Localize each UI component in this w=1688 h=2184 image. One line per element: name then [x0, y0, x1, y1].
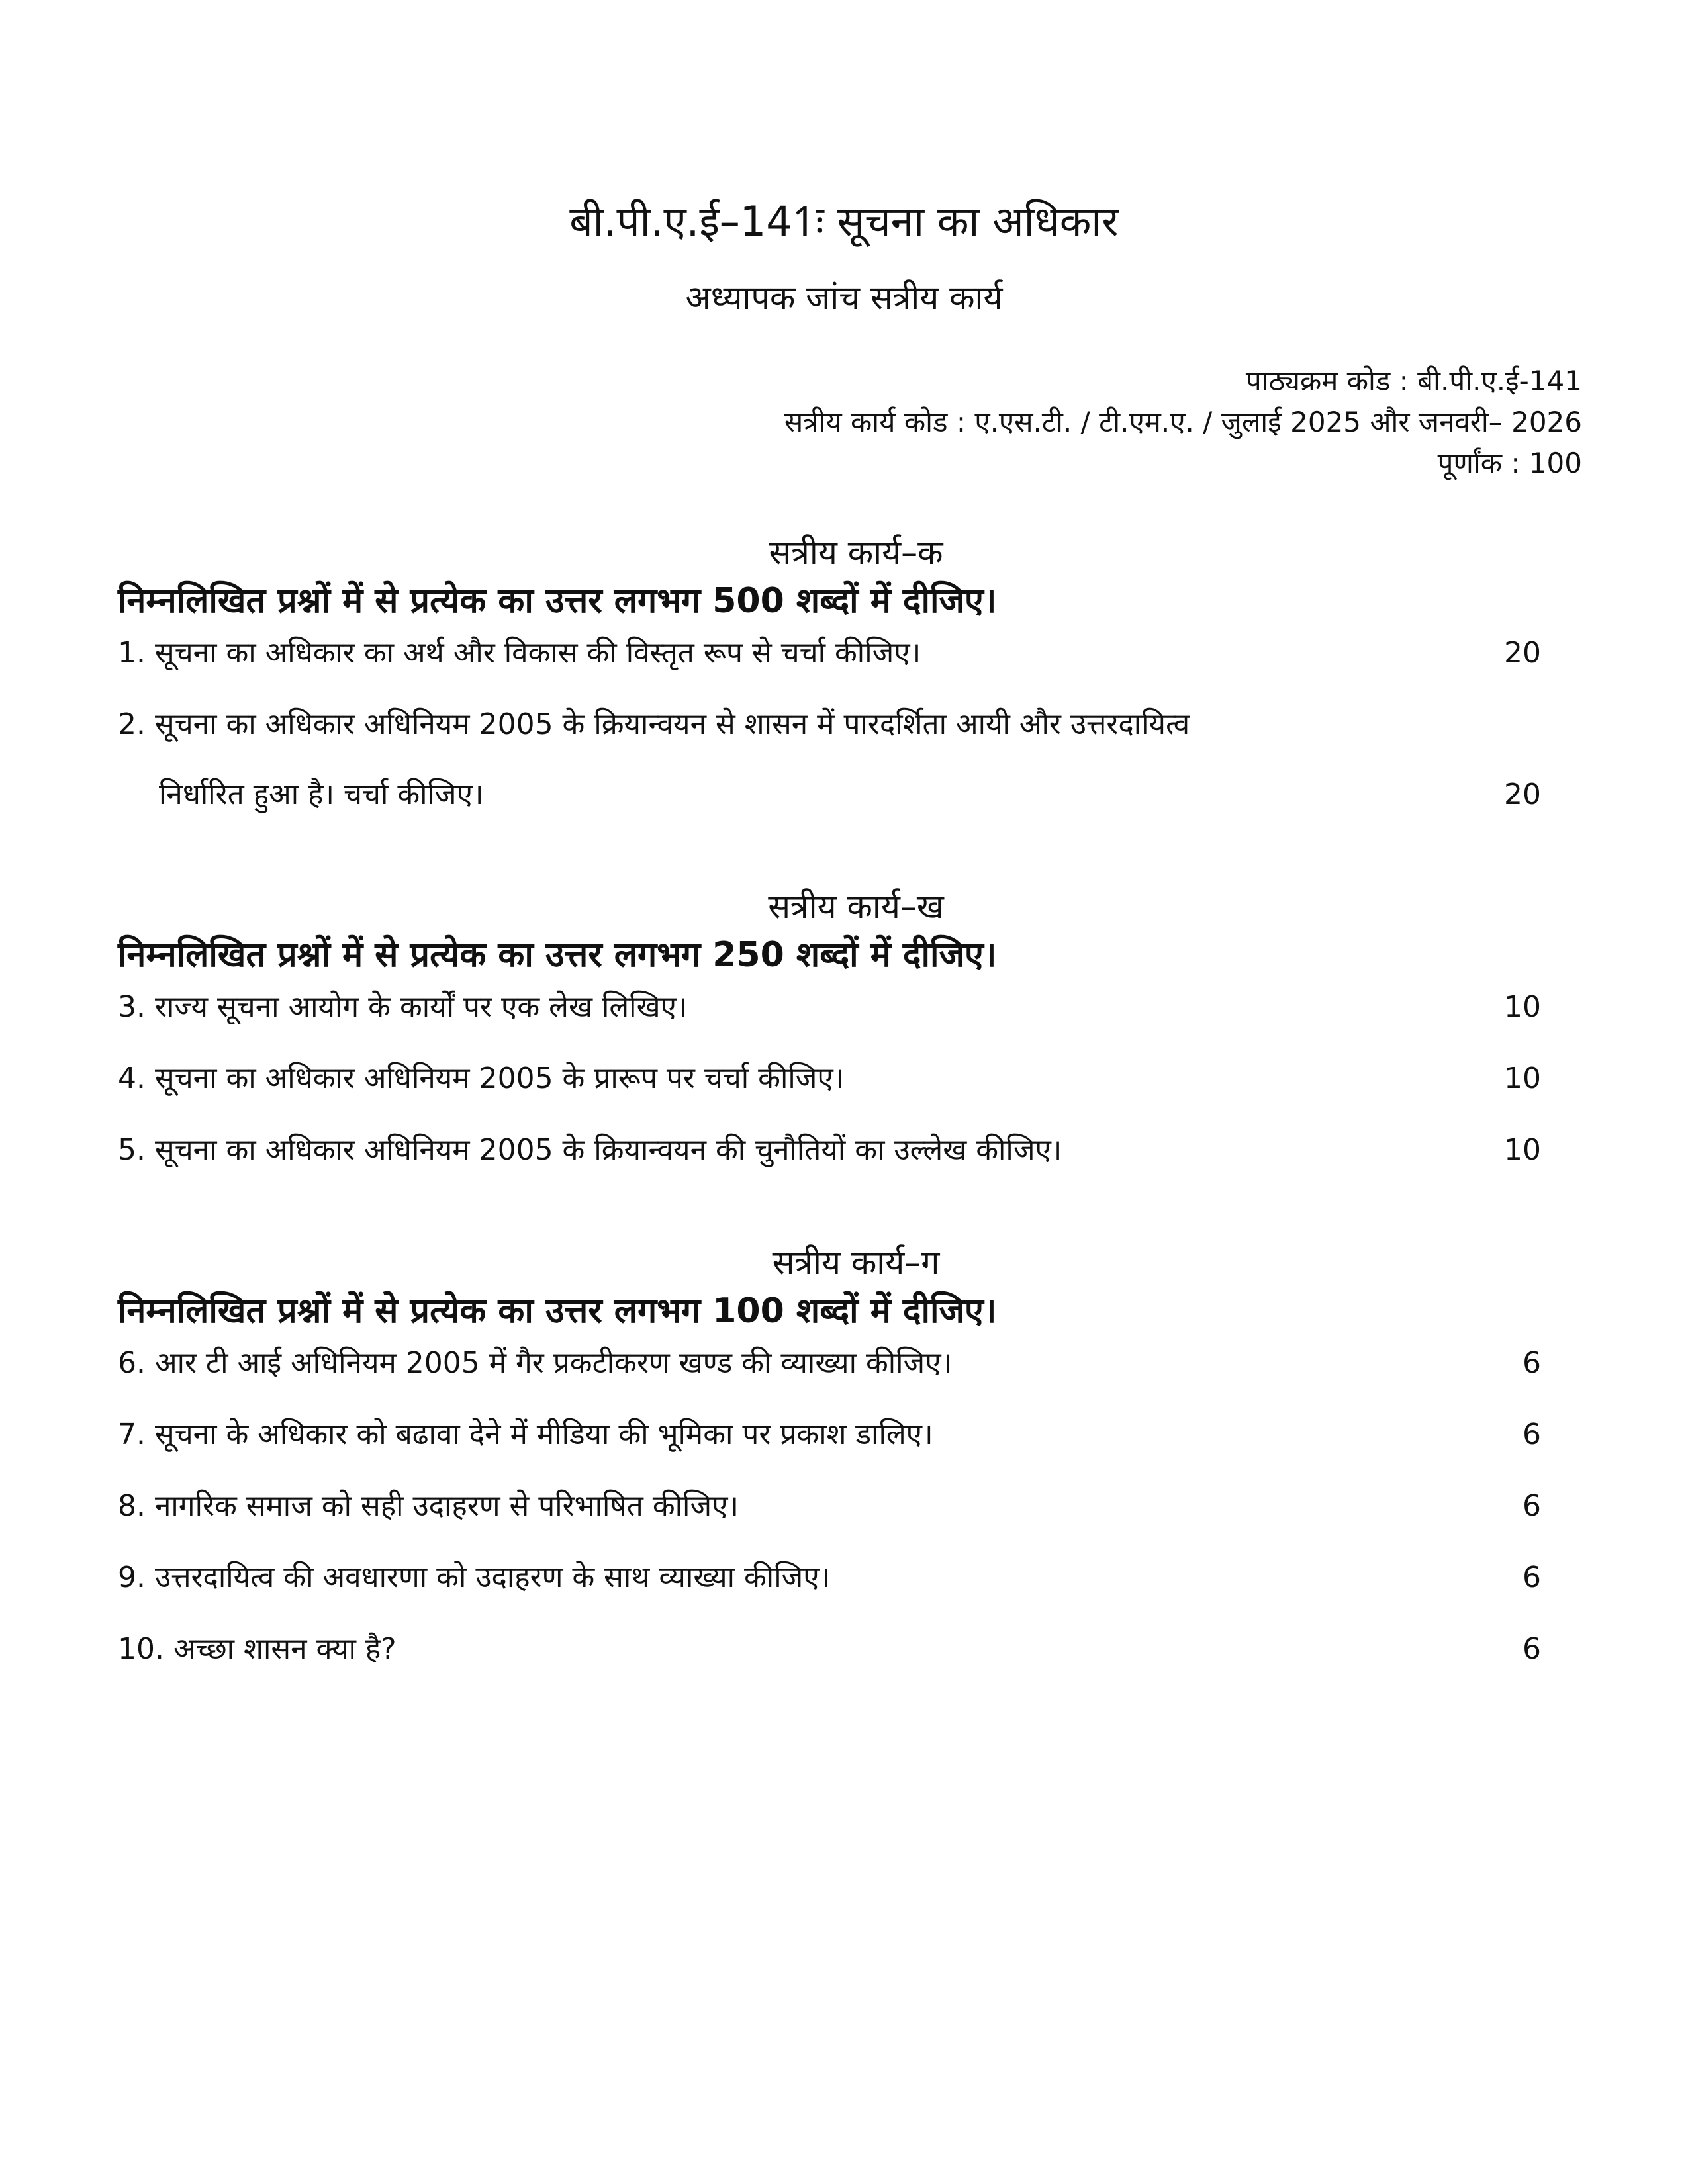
- question-item: [118, 1056, 1541, 1102]
- question-number: 2.: [118, 707, 146, 741]
- question-text-continued: निर्धारित हुआ है। चर्चा कीजिए।: [159, 778, 484, 811]
- section-instruction: निम्नलिखित प्रश्नों में से प्रत्येक का उत्तर लगभग 500 शब्दों में दीजिए।: [118, 581, 997, 621]
- assignment-meta: [784, 361, 1582, 484]
- question-number: 8.: [118, 1489, 146, 1523]
- section-b: [118, 884, 1541, 1173]
- max-marks: पूर्णांक : 100: [1437, 447, 1582, 479]
- page-subtitle: अध्यापक जांच सत्रीय कार्य: [685, 279, 1003, 317]
- question-marks: 10: [1504, 1062, 1541, 1095]
- question-text: सूचना का अधिकार अधिनियम 2005 के प्रारूप पर चर्चा कीजिए।: [154, 1062, 845, 1095]
- question-text: आर टी आई अधिनियम 2005 में गैर प्रकटीकरण खण्ड की व्याख्या कीजिए।: [154, 1346, 953, 1380]
- question-marks: 6: [1523, 1418, 1541, 1451]
- question-item: [118, 984, 1541, 1030]
- section-heading: सत्रीय कार्य–ग: [772, 1244, 940, 1282]
- section-c: [118, 1240, 1541, 1672]
- question-number: 4.: [118, 1062, 146, 1095]
- question-marks: 6: [1523, 1561, 1541, 1594]
- assignment-code: सत्रीय कार्य कोड : ए.एस.टी. / टी.एम.ए. / जुलाई 2025 और जनवरी– 2026: [784, 406, 1582, 438]
- question-item: [118, 1340, 1541, 1387]
- question-marks: 20: [1504, 778, 1541, 811]
- question-marks: 6: [1523, 1489, 1541, 1523]
- question-text: अच्छा शासन क्या है?: [173, 1632, 397, 1666]
- question-marks: 6: [1523, 1632, 1541, 1666]
- question-text: उत्तरदायित्व की अवधारणा को उदाहरण के साथ व्याख्या कीजिए।: [154, 1561, 831, 1594]
- question-marks: 6: [1523, 1346, 1541, 1380]
- question-text: सूचना के अधिकार को बढावा देने में मीडिया की भूमिका पर प्रकाश डालिए।: [154, 1418, 933, 1451]
- section-heading: सत्रीय कार्य–क: [769, 533, 943, 572]
- course-code: पाठ्यक्रम कोड : बी.पी.ए.ई-141: [1245, 365, 1582, 397]
- question-marks: 10: [1504, 1133, 1541, 1167]
- question-item: [118, 1127, 1541, 1173]
- question-marks: 20: [1504, 636, 1541, 670]
- section-a: [118, 529, 1541, 818]
- question-item: [118, 1555, 1541, 1601]
- question-number: 6.: [118, 1346, 146, 1380]
- question-text: सूचना का अधिकार अधिनियम 2005 के क्रियान्वयन की चुनौतियों का उल्लेख कीजिए।: [154, 1133, 1062, 1167]
- question-item: [118, 1412, 1541, 1458]
- question-marks: 10: [1504, 990, 1541, 1024]
- question-text: राज्य सूचना आयोग के कार्यों पर एक लेख लिखिए।: [154, 990, 688, 1024]
- question-number: 5.: [118, 1133, 146, 1167]
- question-item: [118, 1626, 1541, 1672]
- section-instruction: निम्नलिखित प्रश्नों में से प्रत्येक का उत्तर लगभग 250 शब्दों में दीजिए।: [118, 935, 997, 975]
- question-text: सूचना का अधिकार अधिनियम 2005 के क्रियान्वयन से शासन में पारदर्शिता आयी और उत्तरदायित्व: [154, 707, 1190, 741]
- question-item: [118, 702, 1541, 818]
- section-heading: सत्रीय कार्य–ख: [768, 887, 944, 926]
- question-number: 10.: [118, 1632, 164, 1666]
- question-text: सूचना का अधिकार का अर्थ और विकास की विस्तृत रूप से चर्चा कीजिए।: [154, 636, 921, 670]
- question-number: 9.: [118, 1561, 146, 1594]
- question-item: [118, 630, 1541, 676]
- question-item: [118, 1483, 1541, 1529]
- question-number: 1.: [118, 636, 146, 670]
- question-text: नागरिक समाज को सही उदाहरण से परिभाषित कीजिए।: [154, 1489, 739, 1523]
- question-number: 3.: [118, 990, 146, 1024]
- question-number: 7.: [118, 1418, 146, 1451]
- section-instruction: निम्नलिखित प्रश्नों में से प्रत्येक का उत्तर लगभग 100 शब्दों में दीजिए।: [118, 1291, 997, 1331]
- page-title: बी.पी.ए.ई–141ः सूचना का अधिकार: [569, 197, 1119, 246]
